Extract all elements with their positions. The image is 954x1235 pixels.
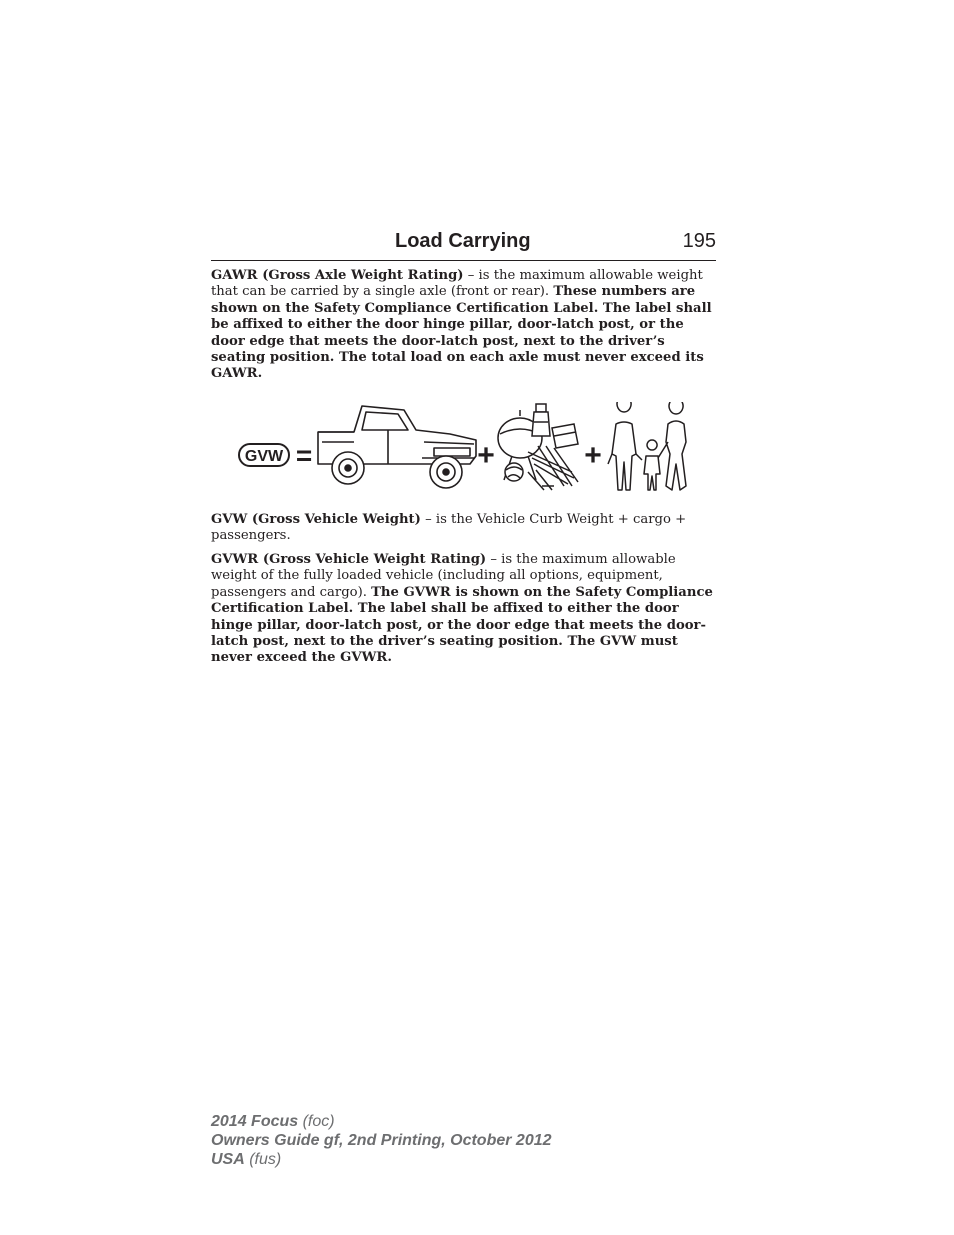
- footer-market: USA: [211, 1151, 245, 1168]
- gvw-illustration: [238, 402, 690, 494]
- equals-symbol: =: [295, 440, 313, 471]
- plus-symbol-2: +: [584, 439, 602, 472]
- gvw-definition: – is the Vehicle Curb Weight + cargo + passengers.: [211, 512, 687, 544]
- gvwr-definition: – is the maximum allowable weight of the fully loaded vehicle (including all options, equipment, passengers and cargo).: [211, 552, 676, 600]
- gawr-paragraph: [211, 268, 719, 383]
- section-title: Load Carrying: [395, 230, 531, 252]
- footer-model: 2014 Focus: [211, 1113, 299, 1130]
- footer-model-line: [211, 1112, 552, 1131]
- gvw-badge-label: GVW: [244, 448, 284, 465]
- cargo-icon: [498, 404, 578, 490]
- page-number: 195: [682, 230, 716, 252]
- gawr-note: These numbers are shown on the Safety Compliance Certification Label. The label shall be affixed to either the door hinge pillar, door-latch post, or the door edge that meets the door-latch post, next to the driver’s seating position. The total load on each axle must never exceed its GAWR.: [211, 284, 712, 382]
- gvwr-note: The GVWR is shown on the Safety Compliance Certification Label. The label shall be affixed to either the door hinge pillar, door-latch post, or the door edge that meets the door-latch post, next to the driver’s seating position. The GVW must never exceed the GVWR.: [211, 584, 713, 666]
- page-footer: [211, 1112, 552, 1169]
- page-header: [211, 228, 716, 261]
- footer-guide: Owners Guide gf, 2nd Printing, October 2012: [211, 1132, 552, 1149]
- gvwr-term: GVWR (Gross Vehicle Weight Rating): [211, 552, 487, 567]
- gvw-badge: [239, 444, 289, 466]
- footer-model-code: (foc): [298, 1113, 335, 1130]
- footer-guide-line: [211, 1131, 552, 1150]
- footer-market-line: [211, 1150, 552, 1169]
- gvw-paragraph: [211, 512, 719, 545]
- gvw-term: GVW (Gross Vehicle Weight): [211, 512, 421, 527]
- passengers-icon: [608, 402, 686, 490]
- gawr-term: GAWR (Gross Axle Weight Rating): [211, 268, 464, 283]
- gawr-definition: – is the maximum allowable weight that can be carried by a single axle (front or rear).: [211, 268, 703, 300]
- pickup-truck-icon: [318, 406, 476, 488]
- gvwr-paragraph: [211, 552, 719, 667]
- plus-symbol-1: +: [477, 439, 495, 472]
- footer-market-code: (fus): [244, 1151, 282, 1168]
